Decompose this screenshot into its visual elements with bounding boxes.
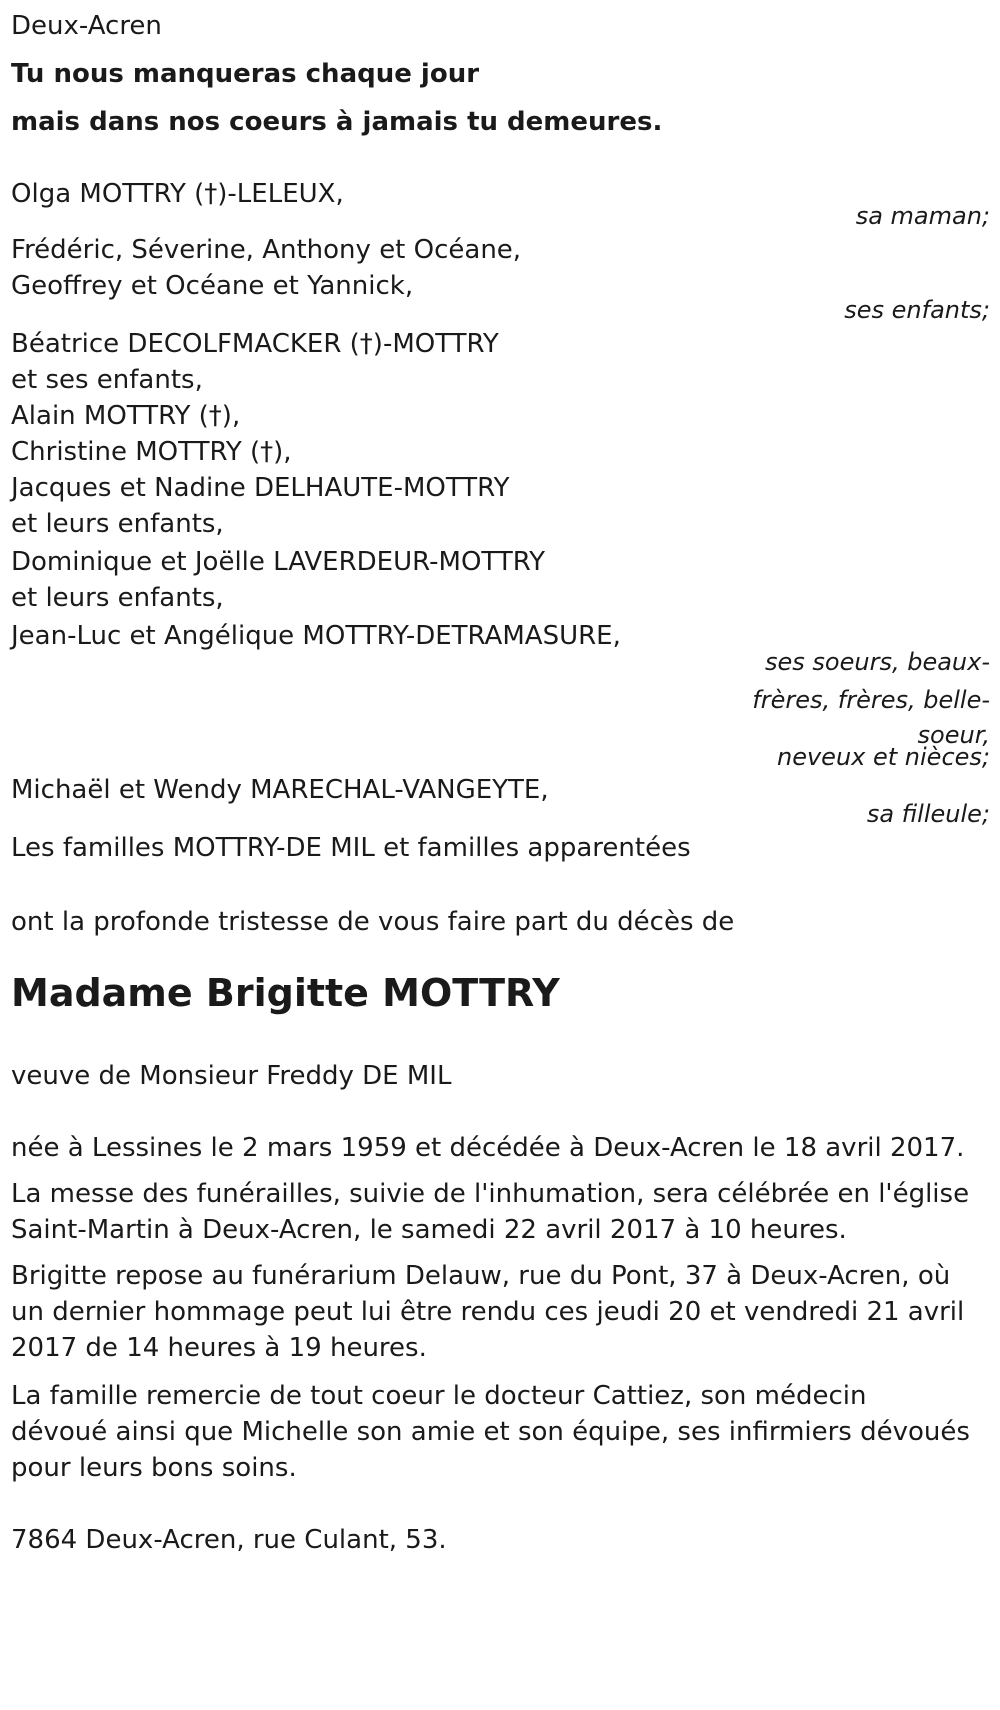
- relation-goddaughter: sa filleule;: [866, 800, 990, 828]
- children-line-2: Geoffrey et Océane et Yannick,: [11, 271, 414, 301]
- funeral-line: La messe des funérailles, suivie de l'inhumation, sera célébrée en l'église: [11, 1179, 970, 1209]
- funeral-line: Saint-Martin à Deux-Acren, le samedi 22 avril 2017 à 10 heures.: [11, 1215, 847, 1245]
- goddaughter-line: Michaël et Wendy MARECHAL-VANGEYTE,: [11, 775, 549, 805]
- birth-death: née à Lessines le 2 mars 1959 et décédée à Deux-Acren le 18 avril 2017.: [11, 1133, 965, 1163]
- viewing-line: 2017 de 14 heures à 19 heures.: [11, 1333, 427, 1363]
- relation-siblings: soeur,: [917, 721, 990, 749]
- thanks-line: pour leurs bons soins.: [11, 1453, 297, 1483]
- sibling-line: Béatrice DECOLFMACKER (†)-MOTTRY: [11, 329, 499, 359]
- relation-siblings: ses soeurs, beaux-: [765, 648, 990, 676]
- children-line-1: Frédéric, Séverine, Anthony et Océane,: [11, 235, 522, 265]
- sibling-line: Dominique et Joëlle LAVERDEUR-MOTTRY: [11, 547, 546, 577]
- sibling-line: et leurs enfants,: [11, 583, 224, 613]
- announcement: ont la profonde tristesse de vous faire part du décès de: [11, 907, 735, 937]
- sibling-line: Alain MOTTRY (†),: [11, 401, 241, 431]
- relation-mother: sa maman;: [855, 202, 990, 230]
- deceased-name: Madame Brigitte MOTTRY: [11, 971, 560, 1015]
- viewing-line: Brigitte repose au funérarium Delauw, rue du Pont, 37 à Deux-Acren, où: [11, 1261, 951, 1291]
- sibling-line: Christine MOTTRY (†),: [11, 437, 292, 467]
- relation-children: ses enfants;: [844, 296, 990, 324]
- family-mother: Olga MOTTRY (†)-LELEUX,: [11, 179, 344, 209]
- widow-of: veuve de Monsieur Freddy DE MIL: [11, 1061, 452, 1091]
- sibling-line: Jacques et Nadine DELHAUTE-MOTTRY: [11, 473, 510, 503]
- sibling-line: et ses enfants,: [11, 365, 203, 395]
- location-header: Deux-Acren: [11, 11, 162, 41]
- viewing-line: un dernier hommage peut lui être rendu ces jeudi 20 et vendredi 21 avril: [11, 1297, 965, 1327]
- relation-siblings: neveux et nièces;: [777, 743, 990, 771]
- thanks-line: La famille remercie de tout coeur le docteur Cattiez, son médecin: [11, 1381, 867, 1411]
- sibling-line: et leurs enfants,: [11, 509, 224, 539]
- families-line: Les familles MOTTRY-DE MIL et familles apparentées: [11, 833, 691, 863]
- verse-line-2: mais dans nos coeurs à jamais tu demeures.: [11, 107, 663, 137]
- thanks-line: dévoué ainsi que Michelle son amie et son équipe, ses infirmiers dévoués: [11, 1417, 970, 1447]
- verse-line-1: Tu nous manqueras chaque jour: [11, 59, 480, 89]
- sibling-line: Jean-Luc et Angélique MOTTRY-DETRAMASURE,: [11, 621, 621, 651]
- relation-siblings: frères, frères, belle-: [752, 686, 990, 714]
- address: 7864 Deux-Acren, rue Culant, 53.: [11, 1525, 447, 1555]
